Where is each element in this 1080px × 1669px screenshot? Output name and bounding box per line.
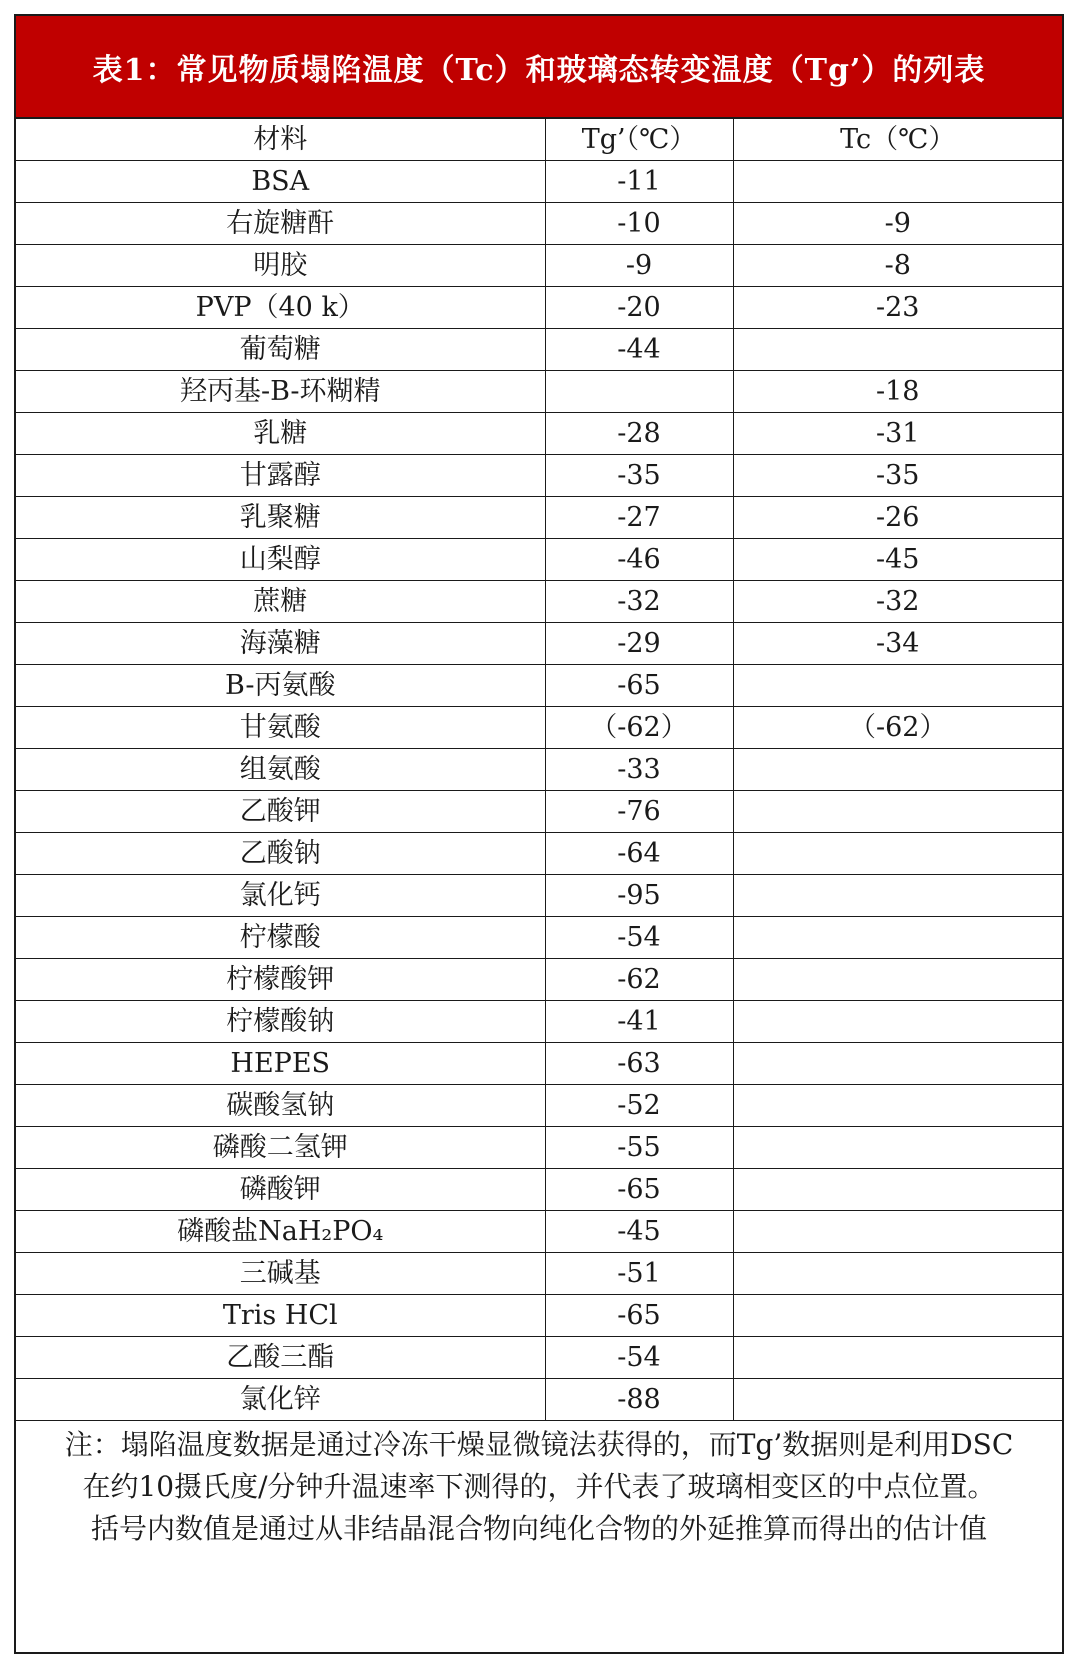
tc-cell: -26 bbox=[733, 497, 1062, 539]
table-row bbox=[16, 455, 1062, 497]
table-row bbox=[16, 329, 1062, 371]
table-row bbox=[16, 371, 1062, 413]
tc-cell bbox=[733, 1169, 1062, 1211]
material-cell: 柠檬酸 bbox=[16, 917, 545, 959]
tc-cell: -23 bbox=[733, 287, 1062, 329]
material-cell: 山梨醇 bbox=[16, 539, 545, 581]
tg-cell: -27 bbox=[545, 497, 733, 539]
tg-cell: -95 bbox=[545, 875, 733, 917]
footnote-line: 在约10摄氏度/分钟升温速率下测得的，并代表了玻璃相变区的中点位置。 bbox=[82, 1470, 996, 1503]
material-cell: 甘露醇 bbox=[16, 455, 545, 497]
tg-cell: -54 bbox=[545, 917, 733, 959]
tg-cell: -44 bbox=[545, 329, 733, 371]
tc-cell bbox=[733, 917, 1062, 959]
tc-cell: -31 bbox=[733, 413, 1062, 455]
tc-cell: -9 bbox=[733, 203, 1062, 245]
tc-cell bbox=[733, 791, 1062, 833]
tc-cell: -35 bbox=[733, 455, 1062, 497]
table-row bbox=[16, 1169, 1062, 1211]
tg-cell: -28 bbox=[545, 413, 733, 455]
tg-cell: -63 bbox=[545, 1043, 733, 1085]
table-row bbox=[16, 749, 1062, 791]
table-row bbox=[16, 1001, 1062, 1043]
material-cell: 组氨酸 bbox=[16, 749, 545, 791]
table-row bbox=[16, 1337, 1062, 1379]
table-row bbox=[16, 1295, 1062, 1337]
material-cell: 柠檬酸钠 bbox=[16, 1001, 545, 1043]
material-cell: 乙酸三酯 bbox=[16, 1337, 545, 1379]
table-row bbox=[16, 707, 1062, 749]
material-cell: HEPES bbox=[16, 1043, 545, 1085]
tg-cell: -64 bbox=[545, 833, 733, 875]
header-material: 材料 bbox=[16, 119, 545, 161]
material-cell: 明胶 bbox=[16, 245, 545, 287]
table-row bbox=[16, 833, 1062, 875]
table-row bbox=[16, 203, 1062, 245]
tg-cell: -29 bbox=[545, 623, 733, 665]
table-frame bbox=[14, 14, 1064, 1654]
material-cell: 柠檬酸钾 bbox=[16, 959, 545, 1001]
table-row bbox=[16, 497, 1062, 539]
material-cell: 乙酸钠 bbox=[16, 833, 545, 875]
tc-cell bbox=[733, 1253, 1062, 1295]
tc-cell bbox=[733, 161, 1062, 203]
table-row bbox=[16, 1085, 1062, 1127]
tc-cell: -32 bbox=[733, 581, 1062, 623]
table-row bbox=[16, 917, 1062, 959]
tg-cell: -88 bbox=[545, 1379, 733, 1421]
material-cell: 蔗糖 bbox=[16, 581, 545, 623]
table-row bbox=[16, 1211, 1062, 1253]
tc-cell bbox=[733, 1379, 1062, 1421]
table-row bbox=[16, 1127, 1062, 1169]
tg-cell: -32 bbox=[545, 581, 733, 623]
tc-cell bbox=[733, 1001, 1062, 1043]
tc-cell bbox=[733, 1085, 1062, 1127]
material-cell: 右旋糖酐 bbox=[16, 203, 545, 245]
tg-cell: -62 bbox=[545, 959, 733, 1001]
material-cell: 磷酸钾 bbox=[16, 1169, 545, 1211]
tc-cell bbox=[733, 1337, 1062, 1379]
material-cell: 氯化钙 bbox=[16, 875, 545, 917]
tg-cell bbox=[545, 371, 733, 413]
table-row bbox=[16, 1043, 1062, 1085]
tg-cell: -65 bbox=[545, 1169, 733, 1211]
material-cell: 甘氨酸 bbox=[16, 707, 545, 749]
tg-cell: -9 bbox=[545, 245, 733, 287]
tg-cell: -55 bbox=[545, 1127, 733, 1169]
tc-cell bbox=[733, 875, 1062, 917]
tc-cell bbox=[733, 1295, 1062, 1337]
material-cell: 三碱基 bbox=[16, 1253, 545, 1295]
material-cell: 碳酸氢钠 bbox=[16, 1085, 545, 1127]
material-cell: Tris HCl bbox=[16, 1295, 545, 1337]
material-cell: PVP（40 k） bbox=[16, 287, 545, 329]
table-row bbox=[16, 581, 1062, 623]
material-cell: 乳糖 bbox=[16, 413, 545, 455]
tg-cell: -65 bbox=[545, 665, 733, 707]
tg-cell: -20 bbox=[545, 287, 733, 329]
table-body bbox=[16, 161, 1062, 1421]
tg-cell: -54 bbox=[545, 1337, 733, 1379]
tg-cell: -10 bbox=[545, 203, 733, 245]
table-row bbox=[16, 665, 1062, 707]
tc-cell bbox=[733, 1043, 1062, 1085]
tc-cell bbox=[733, 665, 1062, 707]
tg-cell: -76 bbox=[545, 791, 733, 833]
tg-cell: -65 bbox=[545, 1295, 733, 1337]
table-row bbox=[16, 791, 1062, 833]
footnote-line: 括号内数值是通过从非结晶混合物向纯化合物的外延推算而得出的估计值 bbox=[90, 1512, 987, 1545]
tc-cell bbox=[733, 1211, 1062, 1253]
table-row bbox=[16, 287, 1062, 329]
tc-cell bbox=[733, 833, 1062, 875]
tc-cell: -8 bbox=[733, 245, 1062, 287]
tg-cell: （-62） bbox=[545, 707, 733, 749]
tg-cell: -51 bbox=[545, 1253, 733, 1295]
tc-cell bbox=[733, 749, 1062, 791]
tg-cell: -45 bbox=[545, 1211, 733, 1253]
tc-cell: -18 bbox=[733, 371, 1062, 413]
table-row bbox=[16, 539, 1062, 581]
table-row bbox=[16, 959, 1062, 1001]
tc-cell: -34 bbox=[733, 623, 1062, 665]
table-row bbox=[16, 1253, 1062, 1295]
table-row bbox=[16, 413, 1062, 455]
header-tg: Tg’（℃） bbox=[545, 119, 733, 161]
tg-cell: -52 bbox=[545, 1085, 733, 1127]
tc-cell bbox=[733, 329, 1062, 371]
tc-cell bbox=[733, 959, 1062, 1001]
material-cell: 磷酸盐NaH₂PO₄ bbox=[16, 1211, 545, 1253]
table-row bbox=[16, 1379, 1062, 1421]
tc-cell bbox=[733, 1127, 1062, 1169]
tg-cell: -35 bbox=[545, 455, 733, 497]
tc-cell: （-62） bbox=[733, 707, 1062, 749]
footnote bbox=[16, 1424, 1062, 1550]
data-table bbox=[16, 119, 1062, 1421]
tg-cell: -46 bbox=[545, 539, 733, 581]
table-row bbox=[16, 875, 1062, 917]
material-cell: 海藻糖 bbox=[16, 623, 545, 665]
header-row bbox=[16, 119, 1062, 161]
material-cell: 葡萄糖 bbox=[16, 329, 545, 371]
material-cell: B-丙氨酸 bbox=[16, 665, 545, 707]
table-row bbox=[16, 161, 1062, 203]
material-cell: BSA bbox=[16, 161, 545, 203]
material-cell: 乙酸钾 bbox=[16, 791, 545, 833]
table-title: 表1：常见物质塌陷温度（Tc）和玻璃态转变温度（Tg’）的列表 bbox=[16, 16, 1062, 119]
tg-cell: -33 bbox=[545, 749, 733, 791]
material-cell: 羟丙基-B-环糊精 bbox=[16, 371, 545, 413]
material-cell: 磷酸二氢钾 bbox=[16, 1127, 545, 1169]
tg-cell: -11 bbox=[545, 161, 733, 203]
tc-cell: -45 bbox=[733, 539, 1062, 581]
material-cell: 氯化锌 bbox=[16, 1379, 545, 1421]
table-row bbox=[16, 623, 1062, 665]
material-cell: 乳聚糖 bbox=[16, 497, 545, 539]
tg-cell: -41 bbox=[545, 1001, 733, 1043]
header-tc: Tc（℃） bbox=[733, 119, 1062, 161]
table-row bbox=[16, 245, 1062, 287]
footnote-line: 注：塌陷温度数据是通过冷冻干燥显微镜法获得的，而Tg’数据则是利用DSC bbox=[64, 1428, 1014, 1461]
